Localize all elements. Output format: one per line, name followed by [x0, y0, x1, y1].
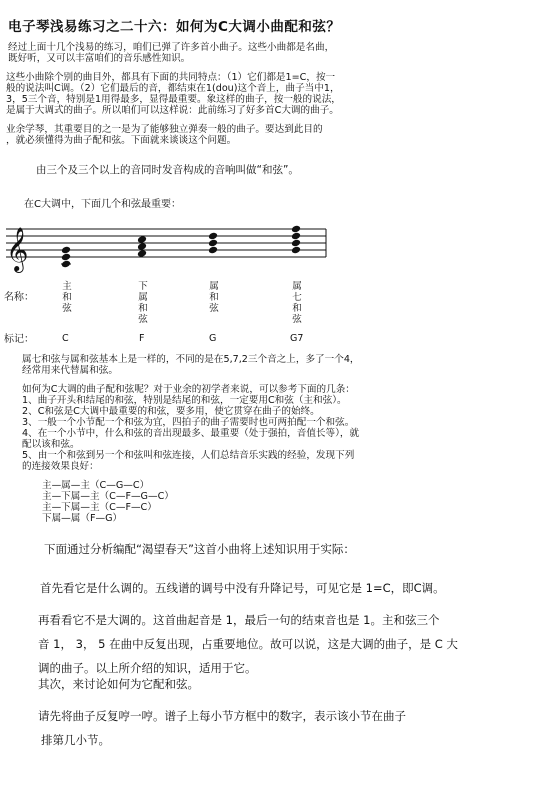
- key-analysis: 首先看它是什么调的。五线谱的调号中没有升降记号，可见它是 1=C，即C调。: [40, 581, 445, 595]
- chord-name-subdominant: 下属和弦: [138, 281, 148, 325]
- g7-note-paragraph: [22, 354, 360, 376]
- mode-analysis-paragraph: [38, 608, 458, 680]
- chord-name-dominant-seventh: 属七和弦: [292, 281, 302, 325]
- progression-item: 主—下属—主（C—F—C）: [42, 502, 157, 513]
- mode-analysis-line: 音 1， 3， 5 在曲中反复出现，占重要地位。故可以说，这是大调的曲子，是 C 大: [38, 637, 458, 651]
- important-chords-intro: 在C大调中，下面几个和弦最重要：: [24, 199, 181, 210]
- chord-name-tonic: 主和弦: [62, 281, 72, 314]
- common-line: 3，5三个音，特别是1用得最多，显得最重要。象这样的曲子，按一般的说法，: [6, 94, 341, 105]
- common-line: 般的说法叫C调。（2）它们最后的音，都结束在1(dou)这个音上，曲子当中1，: [6, 83, 340, 94]
- howto-line: 配以该和弦。: [22, 439, 80, 450]
- hum-line: 排第几小节。: [41, 733, 110, 747]
- chord-f-notes: [137, 235, 147, 258]
- progressions-list: [42, 480, 174, 524]
- page-title: 电子琴浅易练习之二十六：如何为C大调小曲配和弦？: [8, 19, 341, 35]
- next-step: 其次，来讨论如何为它配和弦。: [38, 677, 199, 691]
- chord-mark-c: C: [62, 333, 69, 344]
- g7-note-line: 属七和弦与属和弦基本上是一样的，不同的是在5,7,2三个音之上，多了一个4，: [22, 354, 360, 365]
- intro-line: 经过上面十几个浅易的练习，咱们已弹了许多首小曲子。这些小曲都是名曲，: [8, 42, 335, 53]
- chord-name-dominant: 属和弦: [209, 281, 219, 314]
- howto-line: 4、在一个小节中，什么和弦的音出现最多、最重要（处于强拍，音值长等），就: [22, 428, 360, 439]
- common-line: 这些小曲除个别的曲目外，都具有下面的共同特点：（1）它们都是1=C，按一: [6, 72, 336, 83]
- progression-item: 主—下属—主（C—F—G—C）: [42, 491, 174, 502]
- howto-line: 的连接效果良好：: [22, 461, 99, 472]
- progression-item: 主—属—主（C—G—C）: [42, 480, 150, 491]
- howto-line: 3、一般一个小节配一个和弦为宜，四拍子的曲子需要时也可两拍配一个和弦。: [22, 417, 355, 428]
- amateur-line: 业余学琴，其重要目的之一是为了能够独立弹奏一般的曲子。要达到此目的: [6, 124, 323, 135]
- marks-row-label: 标记：: [4, 334, 34, 345]
- chord-g-notes: [208, 232, 218, 255]
- hum-paragraph: [38, 704, 406, 752]
- chord-g7-notes: [291, 225, 301, 255]
- howto-line: 5、由一个和弦到另一个和弦叫和弦连接，人们总结音乐实践的经验，发现下列: [22, 450, 355, 461]
- chord-definition: 由三个及三个以上的音同时发音构成的音响叫做“和弦”。: [36, 164, 299, 176]
- progression-item: 下属—属（F—G）: [42, 513, 123, 524]
- amateur-line: ，就必须懂得为曲子配和弦。下面就来谈谈这个问题。: [6, 135, 237, 146]
- mode-analysis-line: 再看看它不是大调的。这首曲起音是 1，最后一句的结束音也是 1。主和弦三个: [38, 613, 440, 627]
- howto-line: 1、曲子开头和结尾的和弦，特别是结尾的和弦，一定要用C和弦（主和弦）。: [22, 395, 347, 406]
- names-row-label: 名称：: [4, 292, 34, 303]
- hum-line: 请先将曲子反复哼一哼。谱子上每小节方框中的数字，表示该小节在曲子: [38, 709, 406, 723]
- howto-paragraph: [22, 384, 359, 472]
- common-line: 是属于大调式的曲子。所以咱们可以这样说：此前练习了好多首C大调的曲子。: [6, 105, 339, 116]
- chord-mark-g7: G7: [290, 333, 304, 344]
- howto-line: 如何为C大调的曲子配和弦呢？对于业余的初学者来说，可以参考下面的几条：: [22, 384, 355, 395]
- g7-note-line: 经常用来代替属和弦。: [22, 365, 118, 376]
- analysis-intro: 下面通过分析编配“渴望春天”这首小曲将上述知识用于实际：: [44, 542, 355, 556]
- intro-line: 既好听，又可以丰富咱们的音乐感性知识。: [8, 53, 191, 64]
- treble-clef-icon: 𝄞: [6, 227, 29, 271]
- mode-analysis-line: 调的曲子。以上所介绍的知识，适用于它。: [38, 661, 257, 675]
- howto-line: 2、C和弦是C大调中最重要的和弦，要多用，使它贯穿在曲子的始终。: [22, 406, 320, 417]
- chord-mark-f: F: [139, 333, 145, 344]
- chord-c-notes: [61, 246, 71, 269]
- chord-mark-g: G: [209, 333, 217, 344]
